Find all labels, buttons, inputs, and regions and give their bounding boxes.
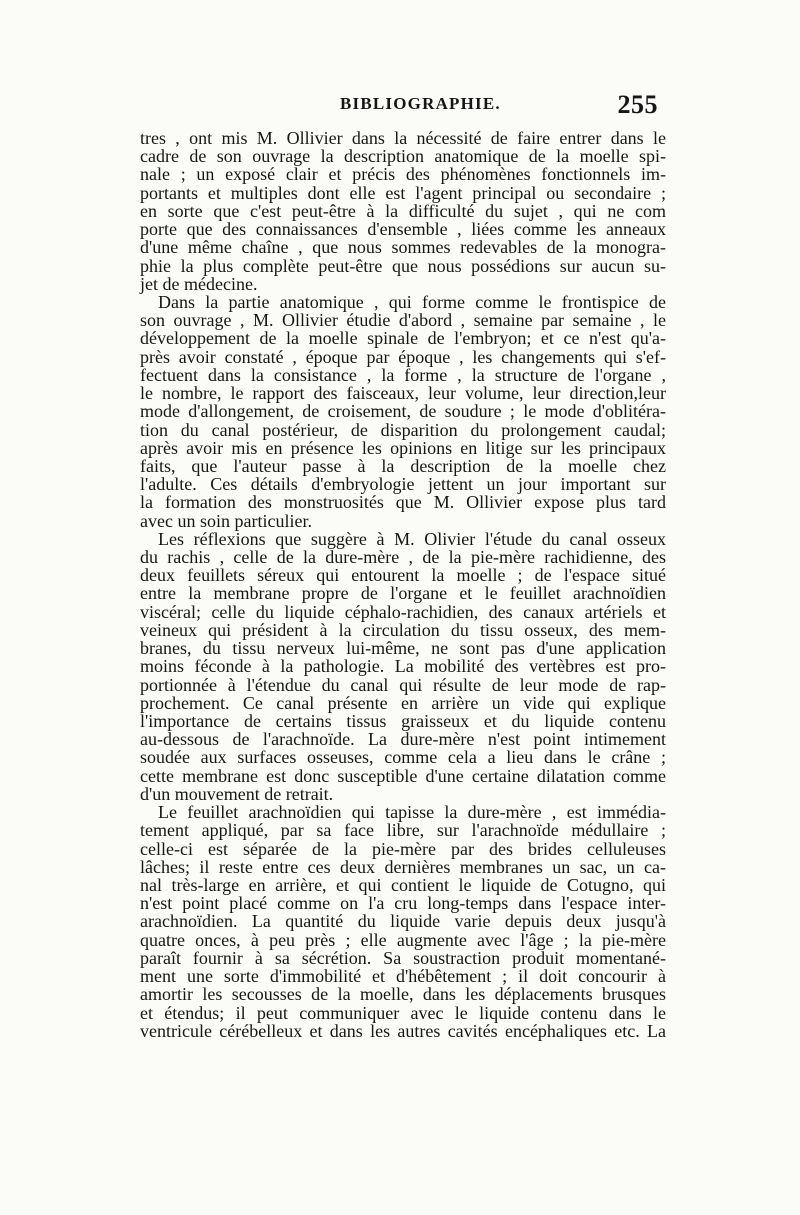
text-line: cette membrane est donc susceptible d'une certaine dilatation comme <box>140 765 666 786</box>
text-line: nale ; un exposé clair et précis des phénomènes fonctionnels im- <box>140 164 666 185</box>
page-number: 255 <box>617 90 658 119</box>
text-line: le nombre, le rapport des faisceaux, leur volume, leur direction,leur <box>140 383 666 404</box>
text-line: Le feuillet arachnoïdien qui tapisse la dure-mère , est immédia- <box>158 802 666 823</box>
text-line: fectuent dans la consistance , la forme , la structure de l'organe , <box>140 364 666 385</box>
text-line: phie la plus complète peut-être que nous possédions sur aucun su- <box>140 255 666 276</box>
text-line: près avoir constaté , époque par époque , les changements qui s'ef- <box>140 346 666 367</box>
text-line: mode d'allongement, de croisement, de soudure ; le mode d'oblitéra- <box>140 401 666 422</box>
text-line: portionnée à l'étendue du canal qui résulte de leur mode de rap- <box>140 674 666 695</box>
text-line: paraît fournir à sa sécrétion. Sa soustraction produit momentané- <box>140 947 666 968</box>
text-line: tres , ont mis M. Ollivier dans la nécessité de faire entrer dans le <box>140 128 666 148</box>
text-line: deux feuillets séreux qui entourent la moelle ; de l'espace situé <box>140 565 666 586</box>
running-head <box>140 90 658 126</box>
text-line: cadre de son ouvrage la description anatomique de la moelle spi- <box>140 146 666 167</box>
text-line: d'une même chaîne , que nous sommes redevables de la monogra- <box>140 237 666 258</box>
text-line: et étendus; il peut communiquer avec le liquide contenu dans le <box>140 1002 666 1023</box>
text-line: en sorte que c'est peut-être à la difficulté du sujet , qui ne com <box>140 200 666 221</box>
running-title: BIBLIOGRAPHIE. <box>340 94 501 113</box>
text-line: prochement. Ce canal présente en arrière un vide qui explique <box>140 692 666 713</box>
text-line: soudée aux surfaces osseuses, comme cela a lieu dans le crâne ; <box>140 747 666 768</box>
text-line: celle-ci est séparée de la pie-mère par des brides celluleuses <box>140 838 666 859</box>
text-line: lâches; il reste entre ces deux dernières membranes un sac, un ca- <box>140 856 666 877</box>
text-line: n'est point placé comme on l'a cru long-temps dans l'espace inter- <box>140 893 666 914</box>
text-line: amortir les secousses de la moelle, dans les déplacements brusques <box>140 984 666 1005</box>
text-line: l'importance de certains tissus graisseux et du liquide contenu <box>140 711 666 731</box>
text-line: tion du canal postérieur, de disparition du prolongement caudal; <box>140 419 666 440</box>
text-line: après avoir mis en présence les opinions en litige sur les principaux <box>140 437 666 458</box>
text-line: moins féconde à la pathologie. La mobilité des vertèbres est pro- <box>140 656 666 677</box>
text-line: Les réflexions que suggère à M. Olivier l'étude du canal osseux <box>158 528 666 549</box>
text-line: la formation des monstruosités que M. Ollivier expose plus tard <box>140 492 666 513</box>
text-line: l'adulte. Ces détails d'embryologie jettent un jour important sur <box>140 474 666 495</box>
text-line: porte que des connaissances d'ensemble , liées comme les anneaux <box>140 219 666 240</box>
text-line: Dans la partie anatomique , qui forme comme le frontispice de <box>158 291 666 312</box>
text-line: développement de la moelle spinale de l'embryon; et ce n'est qu'a- <box>140 328 666 349</box>
text-line: d'un mouvement de retrait. <box>140 783 334 804</box>
text-line: nal très-large en arrière, et qui contient le liquide de Cotugno, qui <box>140 874 666 895</box>
body-text <box>140 129 666 1040</box>
text-line: du rachis , celle de la dure-mère , de la pie-mère rachidienne, des <box>140 547 666 568</box>
text-line: au-dessous de l'arachnoïde. La dure-mère n'est point intimement <box>140 729 666 750</box>
text-line: ment une sorte d'immobilité et d'hébêtement ; il doit concourir à <box>140 966 666 987</box>
text-line: arachnoïdien. La quantité du liquide varie depuis deux jusqu'à <box>140 911 666 932</box>
text-line: viscéral; celle du liquide céphalo-rachidien, des canaux artériels et <box>140 601 666 622</box>
text-line: faits, que l'auteur passe à la description de la moelle chez <box>140 455 666 476</box>
text-line: tement appliqué, par sa face libre, sur l'arachnoïde médullaire ; <box>140 820 666 841</box>
text-line: son ouvrage , M. Ollivier étudie d'abord , semaine par semaine , le <box>140 310 666 331</box>
text-line: branes, du tissu nerveux lui-même, ne sont pas d'une application <box>140 638 666 659</box>
text-line: entre la membrane propre de l'organe et le feuillet arachnoïdien <box>140 583 666 604</box>
text-line: avec un soin particulier. <box>140 510 312 531</box>
text-line: jet de médecine. <box>140 273 258 294</box>
text-line: portants et multiples dont elle est l'agent principal ou secondaire ; <box>140 182 666 203</box>
text-line: ventricule cérébelleux et dans les autres cavités encéphaliques etc. La <box>140 1020 666 1041</box>
text-line: veineux qui président à la circulation du tissu osseux, des mem- <box>140 619 666 640</box>
text-line: quatre onces, à peu près ; elle augmente avec l'âge ; la pie-mère <box>140 929 666 950</box>
